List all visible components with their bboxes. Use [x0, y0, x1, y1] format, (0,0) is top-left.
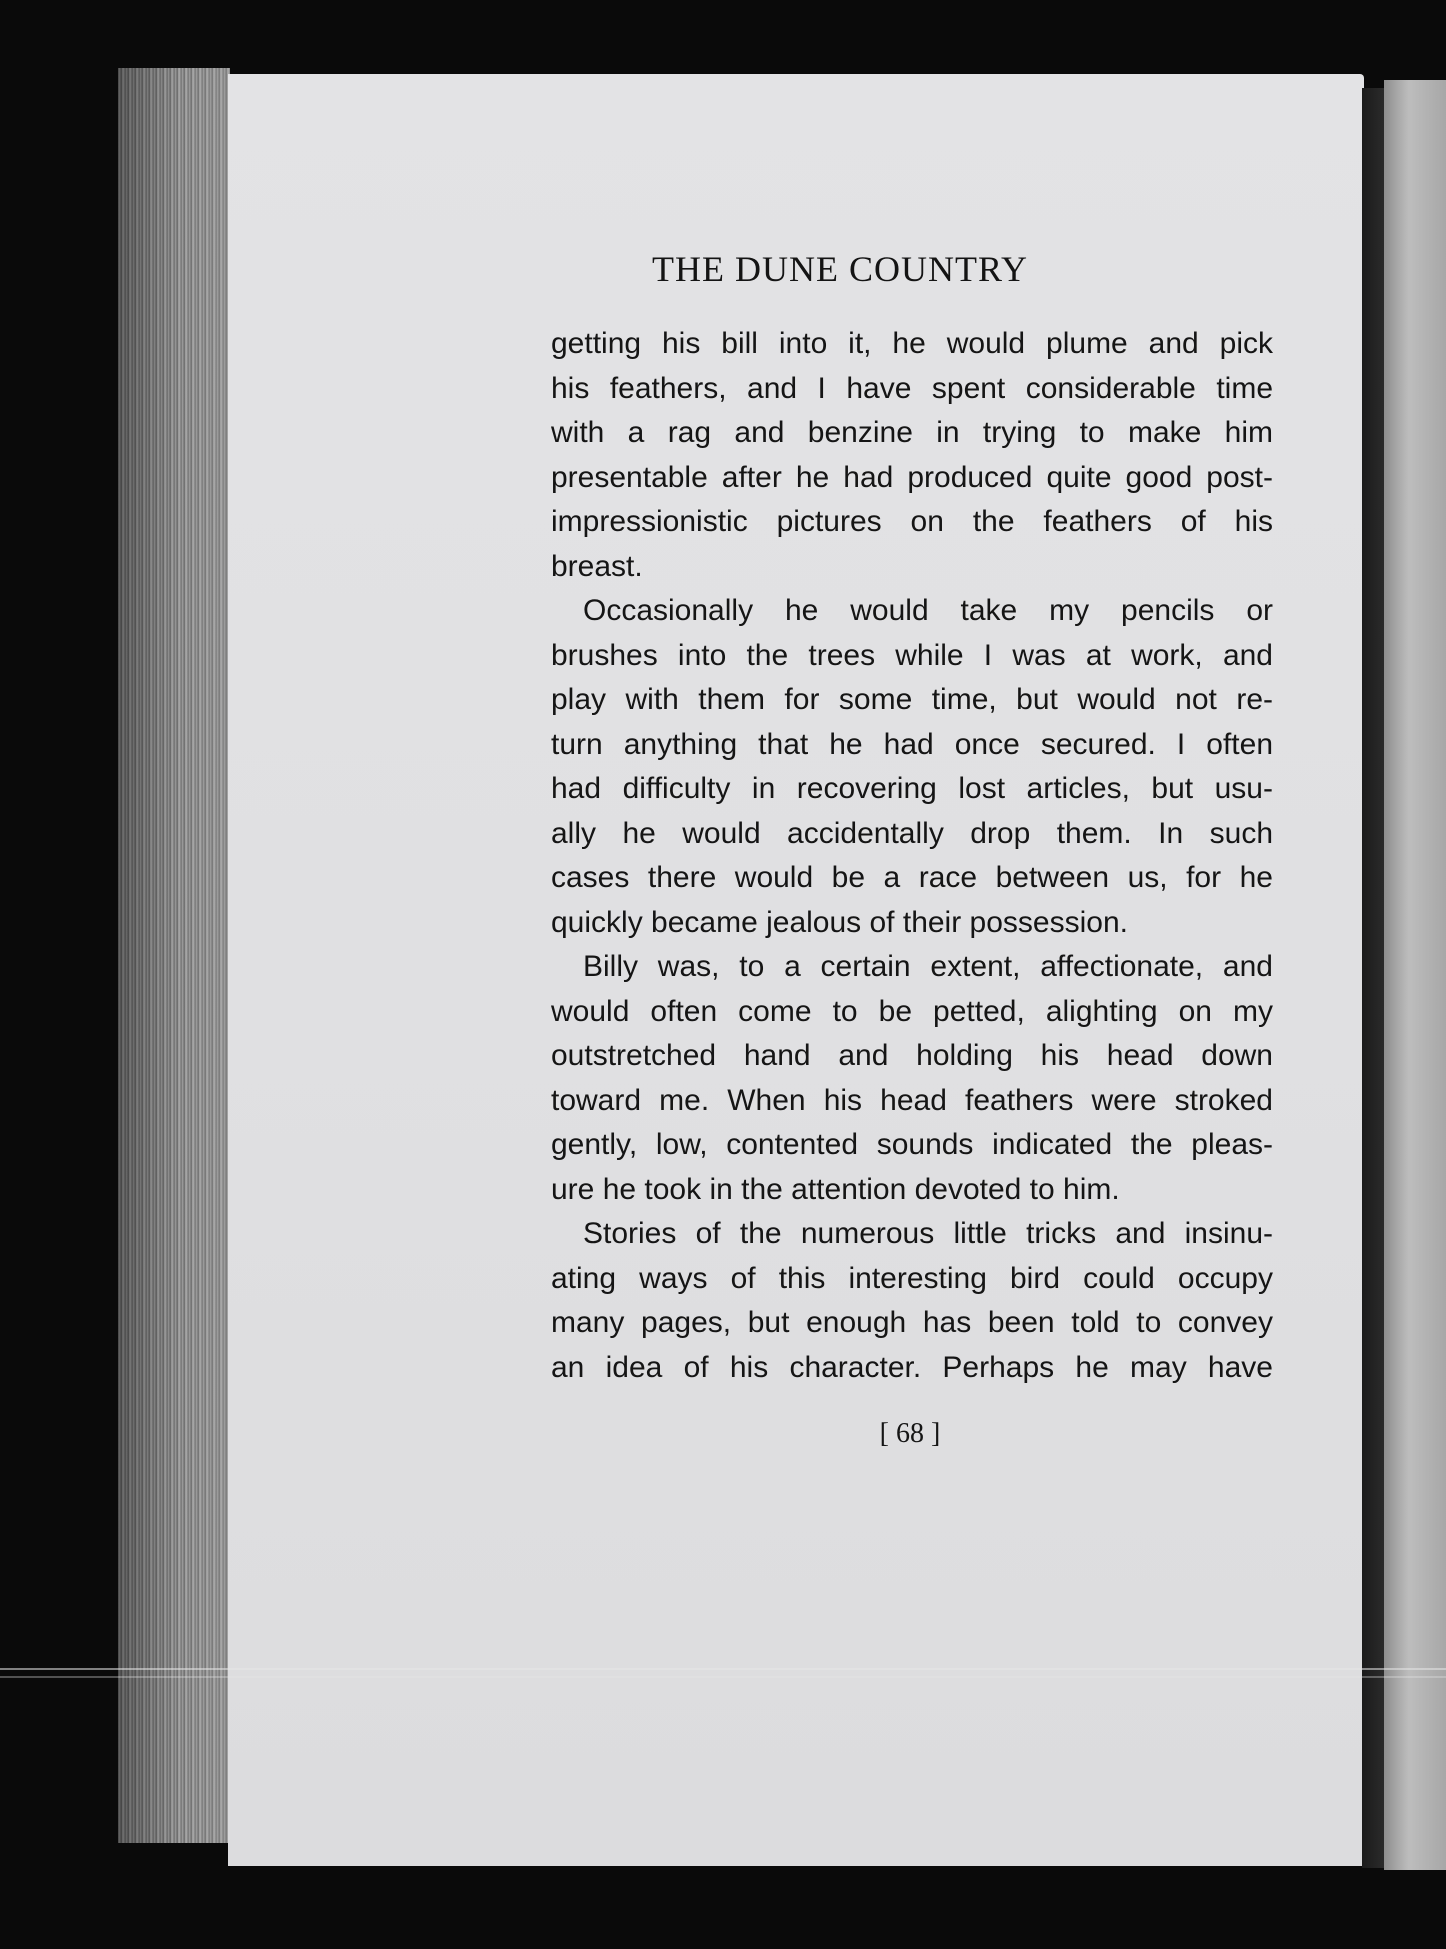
text-line: ure he took in the attention devoted to him.	[551, 1172, 1120, 1206]
binding-gutter	[1362, 88, 1386, 1868]
text-line: an idea of his character. Perhaps he may have	[551, 1350, 1273, 1384]
text-line: had difficulty in recovering lost articles, but usu-	[551, 772, 1273, 805]
text-line: his feathers, and I have spent considerable time	[551, 371, 1273, 405]
text-line: impressionistic pictures on the feathers of his	[551, 505, 1273, 538]
text-line: gently, low, contented sounds indicated the pleas-	[551, 1128, 1273, 1161]
text-line: with a rag and benzine in trying to make him	[551, 416, 1273, 449]
text-line: turn anything that he had once secured. I often	[551, 727, 1273, 761]
text-line: outstretched hand and holding his head down	[551, 1039, 1273, 1072]
scan-artifact-line	[0, 1676, 1446, 1678]
text-line: toward me. When his head feathers were stroked	[551, 1083, 1273, 1117]
scan-artifact-line	[0, 1668, 1446, 1670]
text-line: Billy was, to a certain extent, affectionate, and	[583, 950, 1273, 983]
text-line: breast.	[551, 549, 643, 583]
body-text	[551, 322, 1273, 1390]
text-line: many pages, but enough has been told to convey	[551, 1306, 1273, 1339]
text-line: ating ways of this interesting bird could occupy	[551, 1261, 1273, 1295]
text-line: Stories of the numerous little tricks and insinu-	[583, 1217, 1273, 1250]
text-line: cases there would be a race between us, for he	[551, 861, 1273, 894]
text-line: brushes into the trees while I was at work, and	[551, 638, 1273, 672]
text-line: ally he would accidentally drop them. In such	[551, 816, 1273, 850]
page-number: [ 68 ]	[879, 1418, 941, 1449]
running-head: THE DUNE COUNTRY	[652, 249, 1028, 289]
book-page-edges	[118, 68, 230, 1843]
facing-page-edge	[1384, 80, 1446, 1870]
text-line: quickly became jealous of their possession.	[551, 905, 1128, 939]
text-line: getting his bill into it, he would plume and pick	[551, 327, 1273, 360]
text-line: presentable after he had produced quite good post-	[551, 460, 1273, 494]
text-line: would often come to be petted, alighting on my	[551, 994, 1273, 1028]
text-line: Occasionally he would take my pencils or	[583, 594, 1273, 627]
text-line: play with them for some time, but would not re-	[551, 683, 1273, 716]
